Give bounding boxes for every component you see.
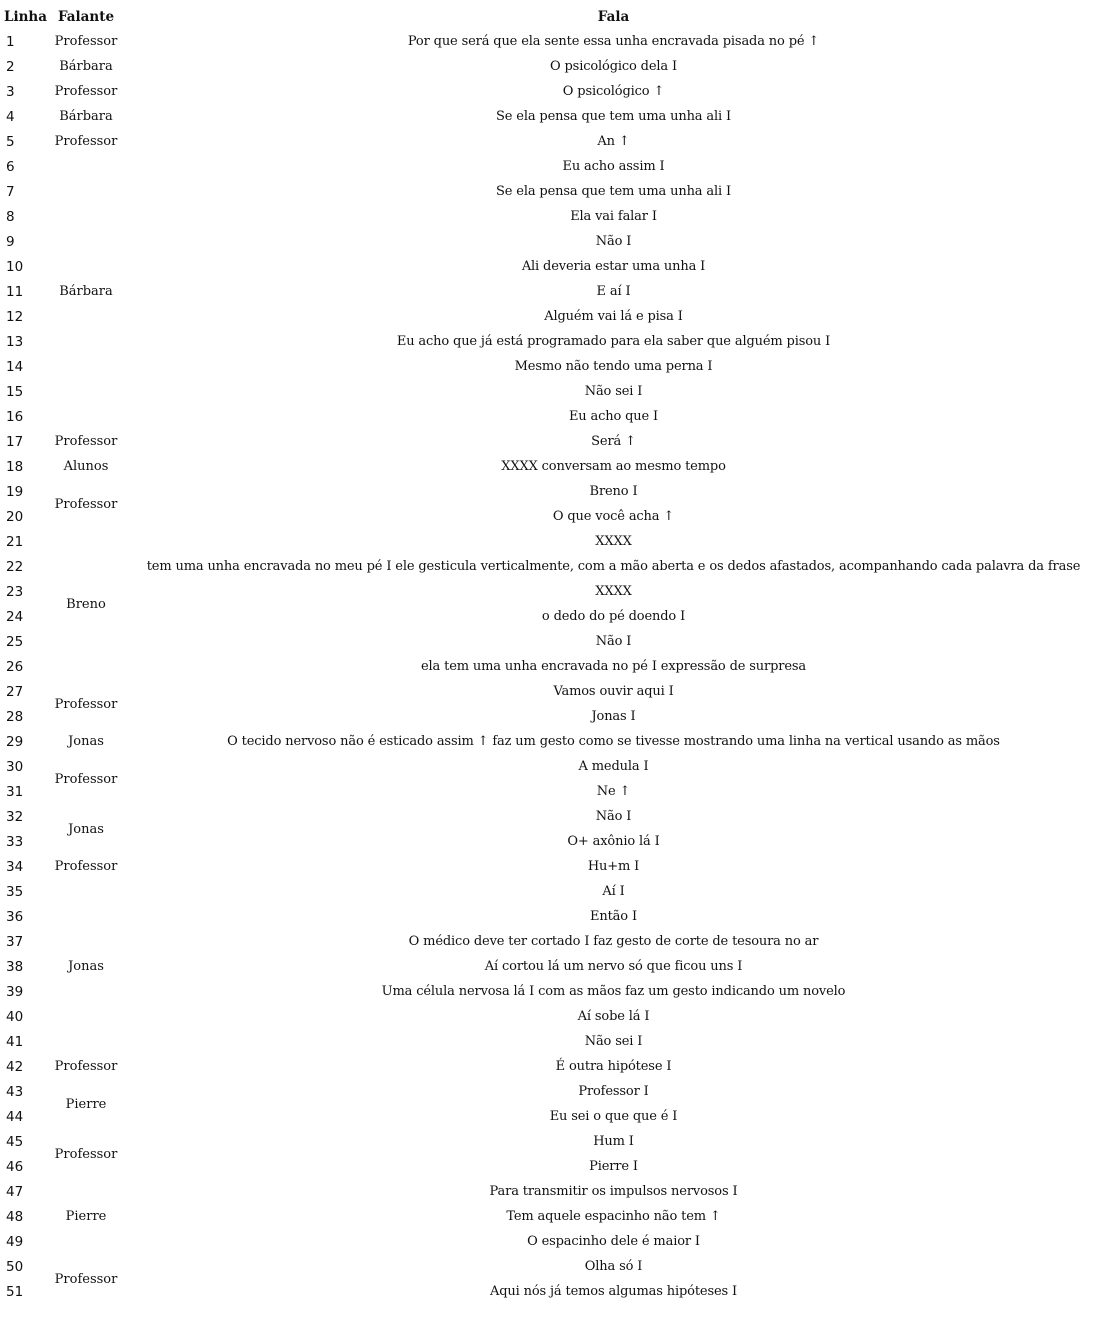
line-number: 45 — [6, 1133, 24, 1150]
table-row — [4, 379, 1101, 404]
header-fala: Fala — [597, 8, 630, 25]
utterance-cell: Não sei I — [584, 1034, 643, 1049]
line-number: 51 — [6, 1283, 24, 1300]
utterance-cell: O psicológico dela I — [550, 59, 677, 74]
table-row — [4, 804, 1101, 829]
utterance-cell: É outra hipótese I — [555, 1059, 672, 1074]
utterance-cell: O médico deve ter cortado I faz gesto de corte de tesoura no ar — [408, 934, 819, 949]
table-row — [4, 829, 1101, 854]
utterance-cell: Hu+m I — [587, 859, 640, 874]
utterance-cell: Aí I — [602, 884, 625, 899]
utterance-cell: Breno I — [589, 484, 638, 499]
speaker-cell: Jonas — [68, 734, 104, 749]
table-row — [4, 604, 1101, 629]
table-row — [4, 704, 1101, 729]
transcript-body — [4, 29, 1101, 1304]
table-row — [4, 1129, 1101, 1154]
utterance-cell: Se ela pensa que tem uma unha ali I — [496, 109, 731, 124]
speaker-cell: Alunos — [63, 459, 109, 474]
line-number: 26 — [6, 658, 24, 675]
utterance-cell: Eu acho que já está programado para ela saber que alguém pisou I — [396, 334, 831, 349]
utterance-cell: XXXX — [595, 534, 632, 549]
table-row — [4, 1104, 1101, 1129]
table-row — [4, 154, 1101, 179]
line-number: 32 — [6, 808, 24, 825]
utterance-cell: Ne ↑ — [596, 784, 631, 799]
table-row — [4, 329, 1101, 354]
table-row — [4, 754, 1101, 779]
table-row — [4, 129, 1101, 154]
speaker-cell: Professor — [54, 134, 118, 149]
utterance-cell: Mesmo não tendo uma perna I — [514, 359, 713, 374]
speaker-cell: Pierre — [65, 1209, 107, 1224]
utterance-cell: Aí sobe lá I — [577, 1009, 650, 1024]
utterance-cell: Não I — [595, 809, 632, 824]
utterance-cell: Eu acho assim I — [562, 159, 665, 174]
line-number: 40 — [6, 1008, 24, 1025]
line-number: 31 — [6, 783, 24, 800]
utterance-cell: Tem aquele espacinho não tem ↑ — [506, 1209, 721, 1224]
line-number: 2 — [6, 58, 15, 75]
line-number: 13 — [6, 333, 24, 350]
line-number: 39 — [6, 983, 24, 1000]
speaker-cell: Professor — [54, 1146, 118, 1162]
table-row — [4, 529, 1101, 554]
line-number: 34 — [6, 858, 24, 875]
table-row — [4, 54, 1101, 79]
table-row — [4, 1204, 1101, 1229]
table-row — [4, 654, 1101, 679]
speaker-cell: Pierre — [65, 1096, 107, 1112]
utterance-cell: Então I — [590, 909, 637, 924]
line-number: 6 — [6, 158, 15, 175]
table-row — [4, 454, 1101, 479]
table-row — [4, 1029, 1101, 1054]
table-row — [4, 79, 1101, 104]
table-row — [4, 879, 1101, 904]
speaker-cell: Professor — [54, 771, 118, 787]
line-number: 12 — [6, 308, 24, 325]
line-number: 24 — [6, 608, 24, 625]
table-row — [4, 979, 1101, 1004]
line-number: 15 — [6, 383, 24, 400]
line-number: 4 — [6, 108, 15, 125]
table-row — [4, 404, 1101, 429]
table-row — [4, 1229, 1101, 1254]
line-number: 21 — [6, 533, 24, 550]
line-number: 27 — [6, 683, 24, 700]
line-number: 8 — [6, 208, 15, 225]
speaker-cell: Professor — [54, 1059, 118, 1074]
line-number: 35 — [6, 883, 24, 900]
table-row — [4, 279, 1101, 304]
speaker-cell: Professor — [54, 84, 118, 99]
table-row — [4, 629, 1101, 654]
table-row — [4, 854, 1101, 879]
line-number: 42 — [6, 1058, 24, 1075]
utterance-cell: XXXX — [595, 584, 632, 599]
table-row — [4, 954, 1101, 979]
line-number: 18 — [6, 458, 24, 475]
table-row — [4, 304, 1101, 329]
table-row — [4, 429, 1101, 454]
utterance-cell: Jonas I — [591, 709, 636, 724]
line-number: 49 — [6, 1233, 24, 1250]
line-number: 33 — [6, 833, 24, 850]
utterance-cell: Será ↑ — [591, 434, 636, 449]
utterance-cell: O+ axônio lá I — [567, 834, 660, 849]
table-row — [4, 1054, 1101, 1079]
utterance-cell: O que você acha ↑ — [552, 509, 675, 524]
table-row — [4, 779, 1101, 804]
speaker-cell: Bárbara — [59, 109, 113, 124]
speaker-cell: Professor — [54, 1271, 118, 1287]
table-row — [4, 204, 1101, 229]
line-number: 36 — [6, 908, 24, 925]
utterance-cell: Não I — [595, 234, 632, 249]
utterance-cell: Aqui nós já temos algumas hipóteses I — [490, 1284, 737, 1299]
line-number: 48 — [6, 1208, 24, 1225]
speaker-cell: Professor — [54, 859, 118, 874]
utterance-cell: Ela vai falar I — [570, 209, 657, 224]
utterance-cell: XXXX conversam ao mesmo tempo — [501, 459, 726, 474]
line-number: 3 — [6, 83, 15, 100]
line-number: 47 — [6, 1183, 24, 1200]
utterance-cell: Eu acho que I — [568, 409, 659, 424]
table-row — [4, 1004, 1101, 1029]
table-row — [4, 579, 1101, 604]
speaker-cell: Professor — [54, 34, 118, 49]
utterance-cell: An ↑ — [597, 134, 630, 149]
table-row — [4, 104, 1101, 129]
table-row — [4, 479, 1101, 504]
utterance-cell: A medula I — [578, 759, 649, 774]
table-row — [4, 679, 1101, 704]
speaker-cell: Bárbara — [59, 284, 113, 299]
table-row — [4, 1179, 1101, 1204]
utterance-cell: Alguém vai lá e pisa I — [544, 309, 683, 324]
line-number: 23 — [6, 583, 24, 600]
header-falante: Falante — [57, 8, 115, 25]
speaker-cell: Bárbara — [59, 59, 113, 74]
line-number: 28 — [6, 708, 24, 725]
line-number: 19 — [6, 483, 24, 500]
line-number: 16 — [6, 408, 24, 425]
table-row — [4, 179, 1101, 204]
line-number: 44 — [6, 1108, 24, 1125]
line-number: 5 — [6, 133, 15, 150]
utterance-cell: O psicológico ↑ — [562, 84, 665, 99]
line-number: 10 — [6, 258, 24, 275]
line-number: 43 — [6, 1083, 24, 1100]
table-row — [4, 1254, 1101, 1279]
line-number: 46 — [6, 1158, 24, 1175]
speaker-cell: Professor — [54, 434, 118, 449]
line-number: 7 — [6, 183, 15, 200]
utterance-cell: O tecido nervoso não é esticado assim ↑ faz um gesto como se tivesse mostrando uma linha na vertical usando as mãos — [227, 734, 1000, 749]
utterance-cell: Se ela pensa que tem uma unha ali I — [496, 184, 731, 199]
line-number: 1 — [6, 33, 15, 50]
line-number: 14 — [6, 358, 24, 375]
table-row — [4, 729, 1101, 754]
utterance-cell: Para transmitir os impulsos nervosos I — [489, 1184, 738, 1199]
table-row — [4, 904, 1101, 929]
line-number: 9 — [6, 233, 15, 250]
utterance-cell: Professor I — [578, 1084, 649, 1099]
utterance-cell: Hum I — [593, 1134, 634, 1149]
speaker-cell: Jonas — [68, 959, 104, 974]
table-row — [4, 554, 1101, 579]
utterance-cell: Não sei I — [584, 384, 643, 399]
utterance-cell: Ali deveria estar uma unha I — [521, 259, 706, 274]
utterance-cell: Não I — [595, 634, 632, 649]
utterance-cell: Vamos ouvir aqui I — [553, 684, 674, 699]
line-number: 37 — [6, 933, 24, 950]
speaker-cell: Professor — [54, 696, 118, 712]
utterance-cell: ela tem uma unha encravada no pé I expressão de surpresa — [420, 659, 806, 674]
utterance-cell: Aí cortou lá um nervo só que ficou uns I — [484, 959, 743, 974]
line-number: 25 — [6, 633, 24, 650]
table-row — [4, 229, 1101, 254]
line-number: 17 — [6, 433, 24, 450]
line-number: 38 — [6, 958, 24, 975]
utterance-cell: O espacinho dele é maior I — [527, 1234, 700, 1249]
table-row — [4, 354, 1101, 379]
table-row — [4, 29, 1101, 54]
table-row — [4, 1079, 1101, 1104]
table-row — [4, 1154, 1101, 1179]
table-row — [4, 929, 1101, 954]
utterance-cell: o dedo do pé doendo I — [541, 609, 686, 624]
line-number: 11 — [6, 283, 24, 300]
transcript-table — [4, 4, 1101, 1304]
line-number: 22 — [6, 558, 24, 575]
speaker-cell: Professor — [54, 496, 118, 512]
line-number: 29 — [6, 733, 24, 750]
utterance-cell: Eu sei o que que é I — [549, 1109, 678, 1124]
table-row — [4, 504, 1101, 529]
header-linha: Linha — [4, 8, 47, 25]
speaker-cell: Breno — [66, 596, 106, 612]
line-number: 41 — [6, 1033, 24, 1050]
utterance-cell: Pierre I — [589, 1159, 638, 1174]
utterance-cell: Uma célula nervosa lá I com as mãos faz um gesto indicando um novelo — [381, 984, 846, 999]
header-row — [4, 4, 1101, 29]
table-row — [4, 254, 1101, 279]
line-number: 20 — [6, 508, 24, 525]
utterance-cell: E aí I — [596, 284, 631, 299]
utterance-cell: tem uma unha encravada no meu pé I ele gesticula verticalmente, com a mão aberta e os dedos afastados, acompanhando cada palavra da frase — [146, 559, 1081, 574]
table-row — [4, 1279, 1101, 1304]
utterance-cell: Por que será que ela sente essa unha encravada pisada no pé ↑ — [407, 34, 820, 49]
line-number: 50 — [6, 1258, 24, 1275]
line-number: 30 — [6, 758, 24, 775]
speaker-cell: Jonas — [68, 821, 104, 837]
utterance-cell: Olha só I — [584, 1259, 643, 1274]
